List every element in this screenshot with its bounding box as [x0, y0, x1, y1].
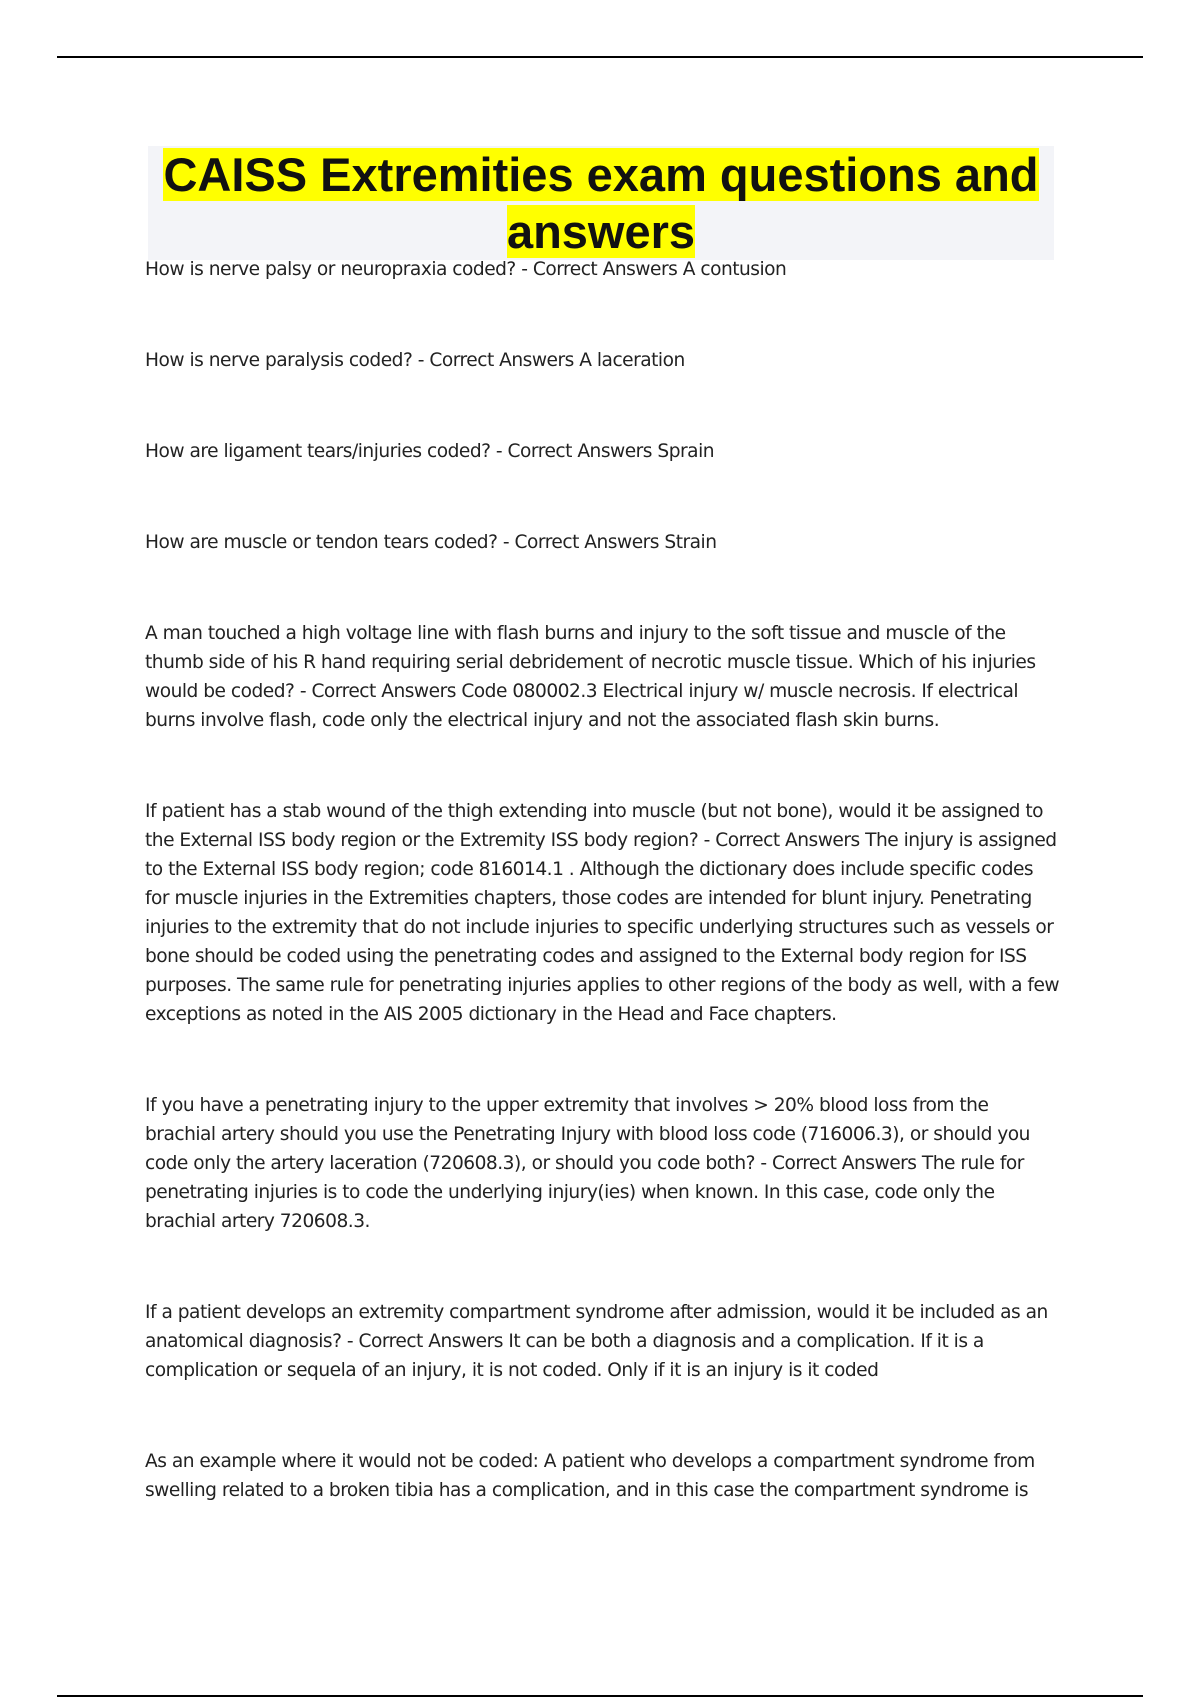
qa-item: How are ligament tears/injuries coded? - Correct Answers Sprain: [145, 441, 715, 462]
qa-item: If patient has a stab wound of the thigh extending into muscle (but not bone), would it be assigned to the External ISS body region or the Extremity ISS body region? - Correct Answers The injury is assigned to the External ISS body region; code 816014.1 . Although the dictionary does include specific codes for muscle injuries in the Extremities chapters, those codes are intended for blunt injury. Penetrating injuries to the extremity that do not include injuries to specific underlying structures such as vessels or bone should be coded using the penetrating codes and assigned to the External body region for ISS purposes. The same rule for penetrating injuries applies to other regions of the body as well, with a few exceptions as noted in the AIS 2005 dictionary in the Head and Face chapters.: [145, 801, 1060, 1025]
footer-rule: [57, 1695, 1143, 1697]
answer-text: The rule for penetrating injuries is to code the underlying injury(ies) when known. In this case, code only the brachial artery 720608.3.: [145, 1153, 1024, 1232]
qa-item: A man touched a high voltage line with flash burns and injury to the soft tissue and muscle of the thumb side of his R hand requiring serial debridement of necrotic muscle tissue. Which of his injuries would be coded? - Correct Answers Code 080002.3 Electrical injury w/ muscle necrosis. If electrical burns involve flash, code only the electrical injury and not the associated flash skin burns.: [145, 623, 1036, 731]
question-text: How are muscle or tendon tears coded?: [145, 532, 498, 553]
title-highlight: CAISS Extremities exam questions and answers: [163, 148, 1039, 258]
question-text: How is nerve paralysis coded?: [145, 350, 413, 371]
trailing-paragraph: As an example where it would not be coded: A patient who develops a compartment syndrome from swelling related to a broken tibia has a complication, and in this case the compartment syndrome is: [145, 1451, 1035, 1501]
answer-marker: Correct Answers: [429, 350, 574, 371]
answer-text: It can be both a diagnosis and a complication. If it is a complication or sequela of an injury, it is not coded. Only if it is an injury is it coded: [145, 1331, 984, 1381]
header-rule: [57, 56, 1143, 58]
question-text: If patient has a stab wound of the thigh extending into muscle (but not bone), would it be assigned to the External ISS body region or the Extremity ISS body region?: [145, 801, 1043, 851]
answer-marker: Correct Answers: [507, 441, 652, 462]
qa-item: How are muscle or tendon tears coded? - Correct Answers Strain: [145, 532, 717, 553]
answer-marker: Correct Answers: [311, 681, 456, 702]
answer-marker: Correct Answers: [532, 259, 678, 280]
answer-text: A laceration: [579, 350, 685, 371]
title-block: [148, 146, 1054, 260]
question-text: If a patient develops an extremity compartment syndrome after admission, would it be included as an anatomical diagnosis?: [145, 1302, 1048, 1352]
document-body: [145, 255, 1060, 1567]
question-text: A man touched a high voltage line with flash burns and injury to the soft tissue and muscle of the thumb side of his R hand requiring serial debridement of necrotic muscle tissue. Which of his injuries would be coded?: [145, 623, 1036, 702]
answer-marker: Correct Answers: [358, 1331, 503, 1352]
answer-marker: Correct Answers: [514, 532, 659, 553]
answer-text: The injury is assigned to the External ISS body region; code 816014.1 . Although the dictionary does include specific codes for muscle injuries in the Extremities chapters, those codes are intended for blunt injury. Penetrating injuries to the extremity that do not include injuries to specific underlying structures such as vessels or bone should be coded using the penetrating codes and assigned to the External body region for ISS purposes. The same rule for penetrating injuries applies to other regions of the body as well, with a few exceptions as noted in the AIS 2005 dictionary in the Head and Face chapters.: [145, 830, 1060, 1025]
answer-text: Strain: [664, 532, 717, 553]
qa-item: How is nerve palsy or neuropraxia coded? - Correct Answers A contusion: [145, 259, 787, 280]
answer-marker: Correct Answers: [772, 1153, 917, 1174]
answer-marker: Correct Answers: [715, 830, 860, 851]
question-text: How are ligament tears/injuries coded?: [145, 441, 491, 462]
answer-text: Code 080002.3 Electrical injury w/ muscle necrosis. If electrical burns involve flash, code only the electrical injury and not the associated flash skin burns.: [145, 681, 1019, 731]
answer-text: Sprain: [657, 441, 715, 462]
document-title: [148, 146, 1054, 260]
question-text: If you have a penetrating injury to the upper extremity that involves > 20% blood loss from the brachial artery should you use the Penetrating Injury with blood loss code (716006.3), or should you code only the artery laceration (720608.3), or should you code both?: [145, 1095, 1030, 1174]
qa-item: If a patient develops an extremity compartment syndrome after admission, would it be included as an anatomical diagnosis? - Correct Answers It can be both a diagnosis and a complication. If it is a complication or sequela of an injury, it is not coded. Only if it is an injury is it coded: [145, 1302, 1048, 1381]
qa-item: If you have a penetrating injury to the upper extremity that involves > 20% blood loss from the brachial artery should you use the Penetrating Injury with blood loss code (716006.3), or should you code only the artery laceration (720608.3), or should you code both? - Correct Answers The rule for penetrating injuries is to code the underlying injury(ies) when known. In this case, code only the brachial artery 720608.3.: [145, 1095, 1030, 1232]
question-text: How is nerve palsy or neuropraxia coded?: [145, 259, 516, 280]
answer-text: A contusion: [682, 259, 787, 280]
qa-item: How is nerve paralysis coded? - Correct Answers A laceration: [145, 350, 685, 371]
